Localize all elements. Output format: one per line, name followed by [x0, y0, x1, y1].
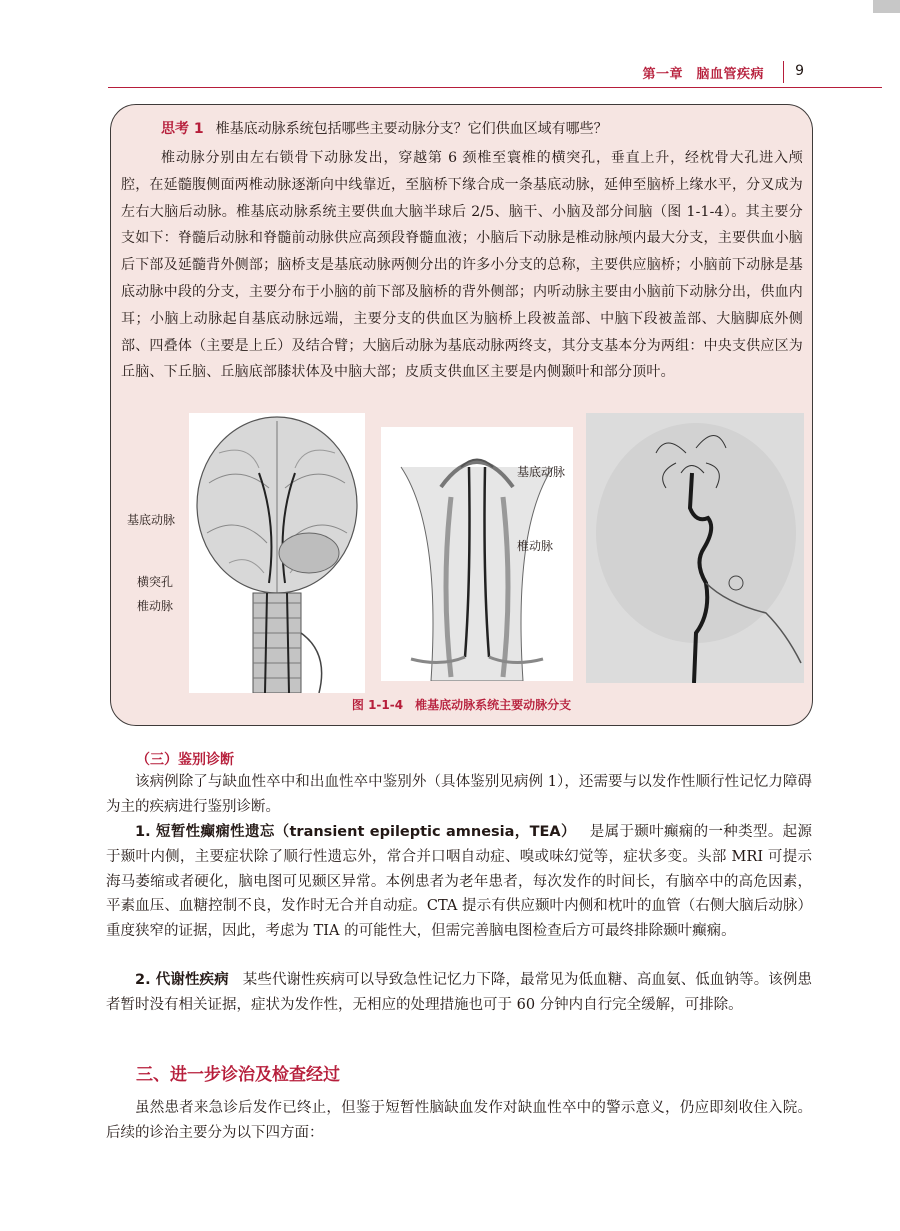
- item2-text: 某些代谢性疾病可以导致急性记忆力下降，最常见为低血糖、高血氨、低血钠等。该例患者暂时没有相关证据，症状为发作性，无相应的处理措施也可于 60 分钟内自行完全缓解，可排除。: [106, 972, 812, 1013]
- item2-title: 2. 代谢性疾病: [135, 972, 229, 988]
- running-header: [108, 58, 882, 88]
- angiogram-image: [586, 413, 804, 683]
- subsection-heading: （三）鉴别诊断: [136, 752, 234, 768]
- section3-paragraph: [106, 1096, 812, 1146]
- section3-text: 虽然患者来急诊后发作已终止，但鉴于短暂性脑缺血发作对缺血性卒中的警示意义，仍应即刻收住入院。后续的诊治主要分为以下四方面：: [106, 1100, 812, 1141]
- header-separator: [783, 61, 784, 83]
- figure-neck-schematic: [381, 427, 573, 681]
- header-rule: [108, 87, 882, 88]
- label-basilar-artery-1: 基底动脉: [127, 513, 176, 527]
- thinking-box: [110, 104, 813, 726]
- item1-text: 是属于颞叶癫痫的一种类型。起源于颞叶内侧，主要症状除了顺行性遗忘外，常合并口咽自动症、嗅或味幻觉等，症状多变。头部 MRI 可提示海马萎缩或者硬化，脑电图可见颞区异常。本例患者为老年患者，每次发作的时间长，有脑卒中的高危因素，平素血压、血糖控制不良，发作时无合并自动症。CTA 提示有供应颞叶内侧和枕叶的血管（右侧大脑后动脉）重度狭窄的证据，因此，考虑为 TIA 的可能性大，但需完善脑电图检查后方可最终排除颞叶癫痫。: [106, 824, 812, 940]
- question-text: 椎基底动脉系统包括哪些主要动脉分支？它们供血区域有哪些？: [215, 121, 608, 137]
- differential-item-2: [106, 968, 812, 1018]
- figure-brain-illustration: [127, 413, 365, 693]
- label-vertebral-artery-1: 椎动脉: [137, 599, 174, 613]
- figure-caption: [111, 696, 812, 713]
- intro-text: 该病例除了与缺血性卒中和出血性卒中鉴别外（具体鉴别见病例 1），还需要与以发作性顺行性记忆力障碍为主的疾病进行鉴别诊断。: [106, 774, 812, 815]
- caption-number: 图 1-1-4: [351, 698, 404, 712]
- item1-title: 1. 短暂性癫痫性遗忘（transient epileptic amnesia，TEA）: [135, 824, 576, 840]
- label-transverse-foramen: 横突孔: [137, 575, 174, 589]
- page-number: 9: [795, 63, 804, 79]
- section-heading: 三、进一步诊治及检查经过: [136, 1065, 340, 1085]
- label-vertebral-artery-2: 椎动脉: [517, 539, 554, 553]
- caption-text: 椎基底动脉系统主要动脉分支: [415, 698, 572, 712]
- brain-spine-drawing: [189, 413, 365, 693]
- label-basilar-artery-2: 基底动脉: [517, 465, 566, 479]
- page-corner-mark: [873, 0, 900, 13]
- thinking-answer: [121, 145, 803, 386]
- thinking-label: 思考 1: [161, 121, 204, 137]
- chapter-title: 第一章 脑血管疾病: [642, 67, 764, 82]
- answer-text: 椎动脉分别由左右锁骨下动脉发出，穿越第 6 颈椎至寰椎的横突孔，垂直上升，经枕骨大孔进入颅腔，在延髓腹侧面两椎动脉逐渐向中线靠近，至脑桥下缘合成一条基底动脉，延伸至脑桥上缘水平，分叉成为左右大脑后动脉。椎基底动脉系统主要供血大脑半球后 2/5、脑干、小脑及部分间脑（图 1-1-4）。其主要分支如下：脊髓后动脉和脊髓前动脉供应高颈段脊髓血液；小脑后下动脉是椎动脉颅内最大分支，主要供血小脑后下部及延髓背外侧部；脑桥支是基底动脉两侧分出的许多小分支的总称，主要供应脑桥；小脑前下动脉是基底动脉中段的分支，主要分布于小脑的前下部及脑桥的背外侧部；内听动脉主要由小脑前下动脉分出，供血内耳；小脑上动脉起自基底动脉远端，主要分支的供血区为脑桥上段被盖部、中脑下段被盖部、大脑脚底外侧部、四叠体（主要是上丘）及结合臂；大脑后动脉为基底动脉两终支，其分支基本分为两组：中央支供应区为丘脑、下丘脑、丘脑底部膝状体及中脑大部；皮质支供血区主要是内侧颞叶和部分顶叶。: [121, 150, 803, 381]
- differential-item-1: [106, 820, 812, 944]
- thinking-question: [161, 119, 781, 140]
- differential-intro: [106, 770, 812, 820]
- figure-angiogram: [586, 413, 804, 683]
